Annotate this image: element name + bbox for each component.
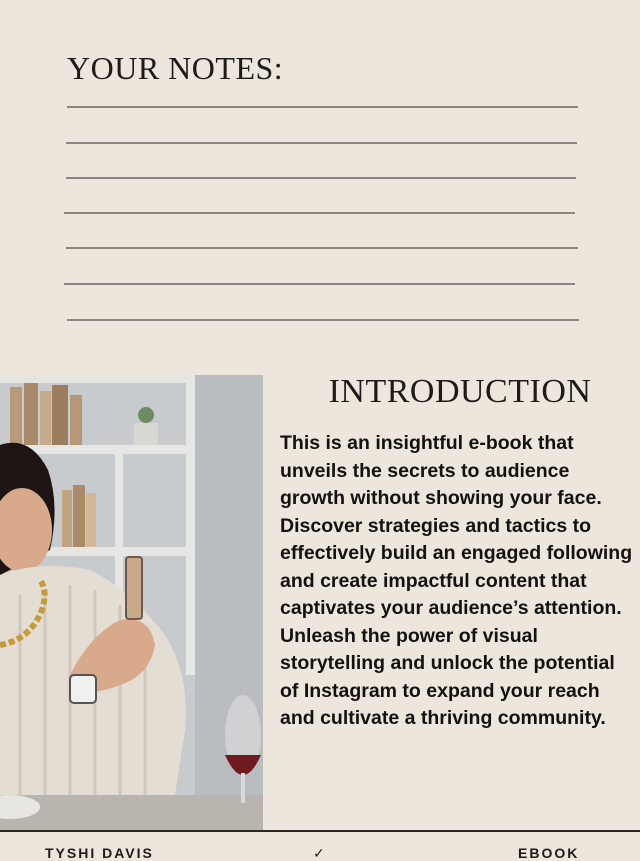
note-line — [64, 283, 575, 285]
footer-label: EBOOK — [518, 845, 580, 861]
note-line — [66, 142, 577, 144]
introduction-body: This is an insightful e-book that unveils the secrets to audience growth without showing your face. Discover strategies and tactics to effectively build an engaged following and create impactful content that captivates your audience’s attention. Unleash the power of visual storytelling and unlock the potential of Instagram to expand your reach and cultivate a thriving community. — [280, 432, 633, 729]
introduction-heading: INTRODUCTION — [328, 373, 592, 410]
note-line — [66, 247, 578, 249]
note-line — [66, 177, 576, 179]
note-line — [67, 106, 578, 108]
footer-author: TYSHI DAVIS — [45, 845, 154, 861]
note-line — [67, 319, 579, 321]
woman-with-phone-photo — [0, 375, 263, 830]
footer-center-mark: ✓ — [313, 845, 327, 861]
notes-title: YOUR NOTES: — [67, 50, 284, 86]
footer-divider — [0, 830, 640, 832]
note-line — [64, 212, 575, 214]
